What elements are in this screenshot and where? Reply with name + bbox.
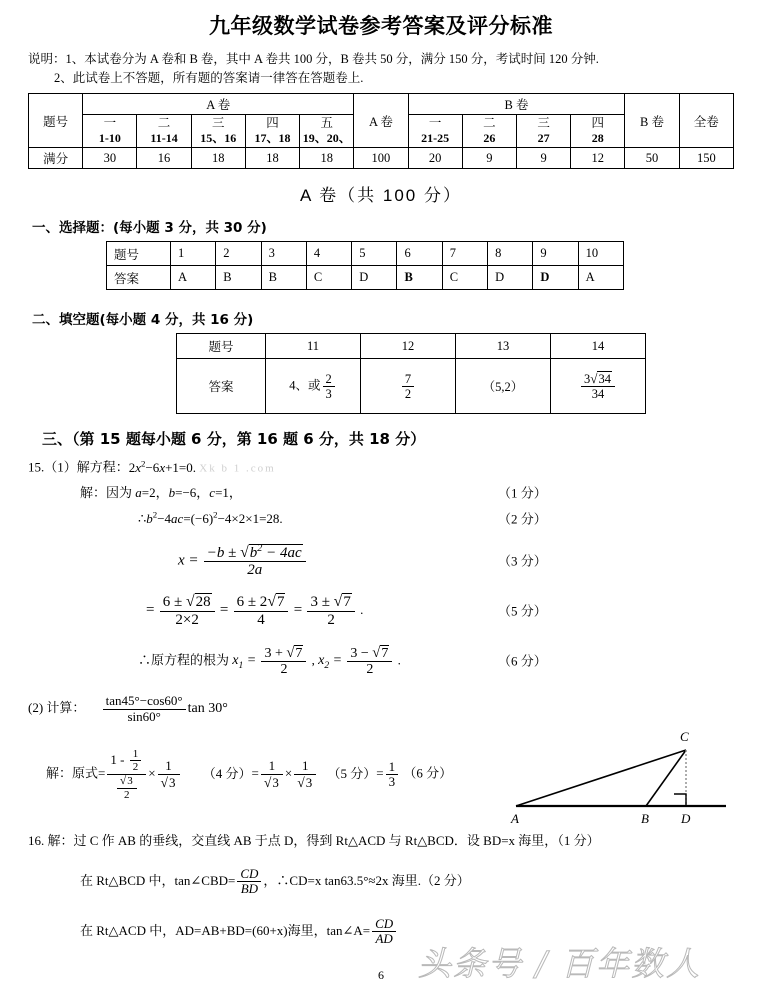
fraction-denominator: 2 — [124, 788, 130, 801]
blank-number-14: 14 — [551, 334, 646, 359]
choice-number-1: 1 — [171, 242, 216, 266]
fraction-numerator: 2 — [323, 372, 335, 387]
square-root-icon: √7 — [372, 644, 389, 661]
answer-11-prefix: 4、或 — [289, 378, 321, 393]
q16-line-1-row — [28, 831, 734, 851]
group-b-header: B 卷 — [408, 93, 625, 114]
fraction-numerator: 1 - $\frac{1}{2}$ — [107, 748, 146, 775]
fraction-numerator: tan45°−cos60° — [103, 694, 186, 710]
equals-sign: = — [146, 601, 155, 618]
fraction-denominator: BD — [240, 881, 259, 897]
faint-watermark-text: Xk b 1 .com — [199, 462, 276, 475]
choice-number-10: 10 — [578, 242, 623, 266]
choice-answer-6: B — [397, 266, 442, 290]
part-a-heading: A 卷（共 100 分） — [300, 186, 462, 206]
answer-14-fraction — [581, 372, 615, 402]
choice-number-8: 8 — [488, 242, 533, 266]
answer-12-fraction — [402, 372, 414, 401]
square-root-icon: √34 — [590, 370, 611, 386]
radicand: 7 — [343, 594, 351, 611]
score-col-b3 — [516, 114, 570, 148]
square-root-icon: √3 — [160, 774, 176, 790]
radicand: $b^2 - 4ac$ — [249, 542, 302, 561]
answer-11-fraction — [323, 372, 335, 401]
fraction-denominator: 2 — [366, 662, 374, 678]
q16-line-3a: 在 Rt△ACD 中，AD=AB+BD=(60+x)海里，tan∠A= — [80, 922, 371, 938]
multiple-choice-answer-table — [106, 241, 624, 290]
choice-answer-10: A — [578, 266, 623, 290]
blank-answer-label: 答案 — [177, 359, 266, 414]
square-root-icon: √7 — [286, 644, 303, 661]
instructions-block — [28, 50, 734, 89]
root-x1-fraction — [261, 645, 306, 678]
fraction-numerator: 1 — [386, 760, 399, 776]
choice-answer-3: B — [261, 266, 306, 290]
score-col-a3 — [191, 114, 245, 148]
roman-numeral: 一 — [428, 115, 442, 130]
question-range: 27 — [537, 131, 550, 146]
fraction-denominator: 4 — [257, 611, 265, 628]
choice-answer-row — [107, 266, 624, 290]
score-col-b1 — [408, 114, 462, 148]
choice-number-3: 3 — [261, 242, 306, 266]
fraction-numerator: 6 ± √28 — [160, 593, 215, 612]
points-b4: 12 — [571, 148, 625, 169]
multiply-sign-1: × — [148, 765, 156, 781]
square-root-icon: $√b^2 - 4ac$ — [240, 542, 302, 561]
q15b-mark-4: （4 分） — [202, 765, 252, 781]
fraction-denominator: 2×2 — [175, 611, 199, 628]
q15-step1-text: a=2，b=−6，c=1， — [135, 485, 242, 501]
fraction-denominator — [107, 775, 146, 801]
question-range: 19、20、 — [302, 131, 351, 146]
choice-number-9: 9 — [533, 242, 578, 266]
question-range: 11-14 — [150, 131, 178, 146]
question-range: 28 — [591, 131, 604, 146]
coefficient: 3 — [584, 371, 591, 386]
fraction-numerator: 3 ± √7 — [307, 593, 354, 612]
radicand: 7 — [381, 645, 389, 661]
q15-label: 15.（1）解方程： — [28, 459, 129, 475]
fraction-numerator: 1 — [130, 748, 142, 761]
points-b1: 20 — [408, 148, 462, 169]
instruction-line-2: 2、此试卷上不答题，所有题的答案请一律答在答题卷上. — [54, 71, 364, 86]
blank-answer-11 — [266, 359, 361, 414]
q15-quadratic-formula-row — [28, 543, 734, 580]
score-row-label: 题号 — [29, 93, 83, 148]
fraction-denominator: AD — [375, 931, 393, 947]
square-root-icon: √7 — [267, 593, 285, 611]
q15b-tail: tan 30° — [187, 701, 228, 717]
blank-answer-14 — [551, 359, 646, 414]
choice-answer-1: A — [171, 266, 216, 290]
score-distribution-table — [28, 93, 734, 170]
triangle-diagram — [494, 722, 744, 826]
points-a2: 16 — [137, 148, 191, 169]
q15b-expression-fraction — [103, 694, 186, 724]
q16-fraction-cd-ad — [372, 917, 396, 947]
radicand: 3 — [272, 774, 279, 790]
q15-step1-row — [28, 483, 734, 503]
points-a5: 18 — [300, 148, 354, 169]
period: . — [397, 652, 401, 668]
roman-numeral: 四 — [591, 115, 605, 130]
roman-numeral: 五 — [320, 115, 333, 130]
question-range: 26 — [483, 131, 496, 146]
radicand: 7 — [276, 594, 285, 611]
score-table-points-row — [29, 148, 734, 169]
choice-number-7: 7 — [442, 242, 487, 266]
blank-number-12: 12 — [361, 334, 456, 359]
choice-number-2: 2 — [216, 242, 261, 266]
question-range: 17、18 — [254, 131, 291, 146]
fraction-numerator: 1 — [294, 759, 316, 775]
fraction-denominator — [261, 775, 283, 791]
q15-statement-row — [28, 457, 734, 477]
choice-number-4: 4 — [306, 242, 351, 266]
q15-step1-label: 解：因为 — [80, 485, 133, 501]
choice-answer-7: C — [442, 266, 487, 290]
roman-numeral: 一 — [103, 115, 117, 130]
points-row-label: 满分 — [29, 148, 83, 169]
q16-line-1: 16. 解：过 C 作 AB 的垂线，交直线 AB 于点 D，得到 Rt△ACD 与 Rt△BCD．设 BD=x 海里， — [28, 833, 558, 849]
blank-number-11: 11 — [266, 334, 361, 359]
fraction-denominator — [158, 775, 180, 791]
blank-answer-13: （5,2） — [456, 359, 551, 414]
q16-line-1-mark: （1 分） — [557, 833, 600, 849]
roman-numeral: 三 — [212, 115, 225, 130]
fraction-numerator: 7 — [402, 372, 414, 387]
fraction-numerator — [581, 372, 615, 388]
points-b3: 9 — [516, 148, 570, 169]
q15-step2-row — [28, 509, 734, 529]
fill-in-blank-answer-table — [176, 333, 646, 414]
fraction-denominator: 3 — [325, 386, 332, 401]
choice-row-label: 题号 — [107, 242, 171, 266]
q15b-main-fraction — [107, 748, 146, 801]
inner-fraction — [117, 775, 137, 801]
q15b-mark-6: （6 分） — [403, 765, 453, 781]
radicand: 3 — [169, 774, 176, 790]
fraction-numerator: 3 + √7 — [261, 645, 306, 663]
fraction-denominator: 2 — [280, 662, 288, 678]
fraction-numerator — [117, 775, 137, 789]
score-col-a1 — [83, 114, 137, 148]
fraction-numerator: $-b \pm √b^2 - 4ac$ — [204, 543, 306, 563]
comma: , — [311, 652, 315, 668]
q16-line-2b: ，∴CD=x tan63.5°≈2x 海里.（2 分） — [263, 872, 470, 888]
fraction-numerator: 6 ± 2√7 — [234, 593, 289, 612]
fraction-denominator: 34 — [591, 387, 605, 402]
q16-line-2-row — [28, 867, 734, 897]
page-title: 九年级数学试卷参考答案及评分标准 — [209, 14, 553, 38]
radicand: 3 — [127, 774, 133, 787]
instruction-line-1: 说明：1、本试卷分为 A 卷和 B 卷，其中 A 卷共 100 分，B 卷共 50 分，满分 150 分，考试时间 120 分钟. — [28, 52, 599, 66]
question-range: 1-10 — [98, 131, 121, 146]
line-bc — [646, 750, 686, 806]
label-a: A — [511, 811, 519, 826]
section-2-heading: 二、填空题(每小题 4 分，共 16 分) — [32, 312, 254, 329]
square-root-icon: √3 — [119, 774, 133, 787]
root-x2-fraction — [347, 645, 392, 678]
root-x1-label: $x_1$ = — [232, 653, 257, 672]
question-range: 15、16 — [200, 131, 237, 146]
points-a1: 30 — [83, 148, 137, 169]
right-angle-marker — [674, 794, 686, 806]
choice-answer-9: D — [533, 266, 578, 290]
section-1-heading: 一、选择题：(每小题 3 分，共 30 分) — [32, 220, 267, 237]
fraction-numerator: 1 — [158, 759, 180, 775]
q15-roots-prefix: ∴原方程的根为 — [138, 652, 230, 668]
answer-sheet-page — [0, 10, 762, 992]
blank-row-label: 题号 — [177, 334, 266, 359]
radicand: 34 — [598, 371, 611, 386]
multiply-sign-2: × — [284, 765, 293, 781]
a-total-header: A 卷 — [354, 93, 408, 148]
points-whole-total: 150 — [679, 148, 733, 169]
q15-step2-mark: （2 分） — [498, 510, 547, 526]
score-col-a5 — [300, 114, 354, 148]
points-a3: 18 — [191, 148, 245, 169]
group-a-header: A 卷 — [83, 93, 354, 114]
site-watermark: 头条号 / 百年数人 — [418, 944, 702, 983]
b-total-header: B 卷 — [625, 93, 679, 148]
blank-answer-12 — [361, 359, 456, 414]
label-b: B — [641, 811, 649, 826]
equals-sign-2: = — [251, 765, 259, 781]
triangle-svg — [494, 722, 744, 826]
fraction-denominator: 3 — [388, 774, 396, 790]
page-number: 6 — [378, 968, 384, 982]
fraction-denominator — [294, 775, 316, 791]
fraction-numerator: 1 — [261, 759, 283, 775]
fraction-denominator: sin60° — [127, 708, 161, 724]
choice-number-5: 5 — [352, 242, 397, 266]
square-root-icon: √28 — [185, 593, 211, 611]
fraction-denominator: 2a — [247, 562, 263, 579]
root-x2-label: $x_2$ = — [318, 653, 343, 672]
q15b-fraction-5 — [386, 760, 399, 790]
square-root-icon: √3 — [263, 774, 279, 790]
q15-step2-text: $\therefore b^2-4ac=(-6)^2-4\times 2\times 1=28$. — [138, 509, 283, 527]
q15b-solution-label: 解：原式= — [46, 765, 106, 781]
q15b-fraction-4 — [294, 759, 316, 790]
equals-sign-3: = — [293, 601, 303, 618]
q16-fraction-cd-bd — [237, 867, 261, 897]
square-root-icon: √3 — [297, 774, 313, 790]
fraction-denominator: 2 — [404, 386, 412, 401]
points-a4: 18 — [245, 148, 299, 169]
score-table-group-row — [29, 93, 734, 114]
q16-line-2a: 在 Rt△BCD 中，tan∠CBD= — [80, 872, 236, 888]
step4-fraction-1 — [160, 593, 215, 629]
fraction-numerator: 3 − √7 — [347, 645, 392, 663]
score-col-a2 — [137, 114, 191, 148]
fraction-denominator: 2 — [327, 611, 335, 628]
answer-row-label: 答案 — [107, 266, 171, 290]
roman-numeral: 二 — [483, 115, 496, 130]
q15-roots-row — [28, 645, 734, 678]
score-col-a4 — [245, 114, 299, 148]
whole-total-header: 全卷 — [679, 93, 733, 148]
q15b-label: (2) 计算： — [28, 700, 86, 716]
points-b2: 9 — [462, 148, 516, 169]
question-range: 21-25 — [421, 131, 450, 146]
q15-step4-mark: （5 分） — [498, 603, 547, 619]
radicand: 7 — [295, 645, 303, 661]
q15b-mark-5: （5 分） — [327, 765, 377, 781]
step4-fraction-2 — [234, 593, 289, 629]
choice-answer-2: B — [216, 266, 261, 290]
q15-step5-mark: （6 分） — [498, 653, 547, 669]
roman-numeral: 三 — [537, 115, 550, 130]
score-col-b4 — [571, 114, 625, 148]
blank-number-row — [177, 334, 646, 359]
roman-numeral: 四 — [266, 115, 279, 130]
solutions-body — [28, 457, 734, 946]
label-c: C — [680, 729, 689, 744]
blank-number-13: 13 — [456, 334, 551, 359]
section-3-heading: 三、（第 15 题每小题 6 分，第 16 题 6 分，共 18 分） — [42, 430, 426, 449]
q15-equation: $2x^2-6x+1=0$. — [128, 458, 197, 475]
q15b-fraction-2 — [158, 759, 180, 790]
q16-line-3-row — [28, 917, 734, 947]
period: . — [360, 601, 364, 617]
choice-number-row — [107, 242, 624, 266]
label-d: D — [681, 811, 691, 826]
roman-numeral: 二 — [157, 115, 171, 130]
points-a-total: 100 — [354, 148, 408, 169]
choice-answer-8: D — [488, 266, 533, 290]
fraction-numerator: CD — [372, 917, 396, 933]
equals-sign-3: = — [376, 765, 384, 781]
radicand: 3 — [305, 774, 313, 790]
equals-sign-2: = — [219, 601, 229, 618]
square-root-icon: √7 — [333, 593, 351, 611]
choice-answer-5: D — [352, 266, 397, 290]
fraction-denominator: 2 — [132, 761, 139, 774]
quadratic-formula-fraction — [204, 543, 306, 580]
q15b-fraction-3 — [261, 759, 283, 790]
choice-number-6: 6 — [397, 242, 442, 266]
blank-answer-row — [177, 359, 646, 414]
points-b-total: 50 — [625, 148, 679, 169]
fraction-numerator: CD — [237, 867, 261, 883]
step4-fraction-3 — [307, 593, 354, 629]
q15b-statement-row — [28, 694, 734, 724]
formula-lhs: x = — [178, 551, 199, 568]
radicand: 28 — [195, 594, 211, 611]
q15-step3-mark: （3 分） — [498, 553, 547, 569]
q15-step4-row — [28, 593, 734, 629]
score-col-b2 — [462, 114, 516, 148]
line-ac — [516, 750, 686, 806]
q15-step1-mark: （1 分） — [498, 485, 547, 501]
choice-answer-4: C — [306, 266, 351, 290]
inner-fraction — [130, 748, 142, 774]
